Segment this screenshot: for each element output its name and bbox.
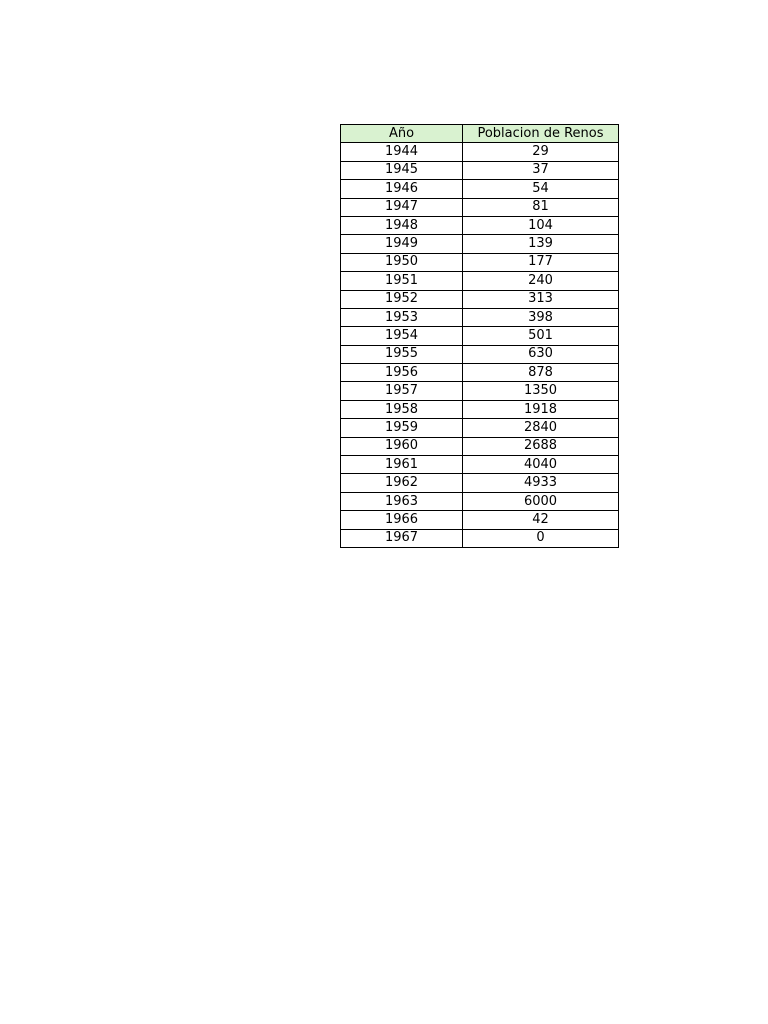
table-row [341, 180, 619, 198]
year-cell: 1963 [341, 492, 463, 510]
population-cell: 1918 [463, 400, 619, 418]
table-row [341, 235, 619, 253]
table-row [341, 511, 619, 529]
population-cell: 29 [463, 143, 619, 161]
population-cell: 54 [463, 180, 619, 198]
population-cell: 177 [463, 253, 619, 271]
year-cell: 1966 [341, 511, 463, 529]
year-cell: 1952 [341, 290, 463, 308]
table-row [341, 400, 619, 418]
table-row [341, 419, 619, 437]
column-header-year: Año [341, 125, 463, 143]
table-row [341, 474, 619, 492]
table-row [341, 456, 619, 474]
year-cell: 1959 [341, 419, 463, 437]
population-cell: 81 [463, 198, 619, 216]
year-cell: 1944 [341, 143, 463, 161]
header-row [341, 125, 619, 143]
population-cell: 139 [463, 235, 619, 253]
population-cell: 240 [463, 272, 619, 290]
population-cell: 878 [463, 364, 619, 382]
data-table [340, 124, 619, 548]
population-cell: 630 [463, 345, 619, 363]
year-cell: 1960 [341, 437, 463, 455]
year-cell: 1945 [341, 161, 463, 179]
table-row [341, 253, 619, 271]
table-row [341, 272, 619, 290]
year-cell: 1962 [341, 474, 463, 492]
year-cell: 1967 [341, 529, 463, 547]
table-row [341, 198, 619, 216]
table-row [341, 437, 619, 455]
population-cell: 1350 [463, 382, 619, 400]
table-row [341, 529, 619, 547]
table-row [341, 492, 619, 510]
table-body [341, 143, 619, 548]
table-row [341, 345, 619, 363]
table-row [341, 327, 619, 345]
population-cell: 2840 [463, 419, 619, 437]
population-cell: 4933 [463, 474, 619, 492]
table-row [341, 308, 619, 326]
population-cell: 42 [463, 511, 619, 529]
table-row [341, 382, 619, 400]
year-cell: 1956 [341, 364, 463, 382]
column-header-population: Poblacion de Renos [463, 125, 619, 143]
year-cell: 1955 [341, 345, 463, 363]
population-cell: 0 [463, 529, 619, 547]
year-cell: 1958 [341, 400, 463, 418]
population-cell: 104 [463, 216, 619, 234]
table-row [341, 143, 619, 161]
population-cell: 398 [463, 308, 619, 326]
year-cell: 1954 [341, 327, 463, 345]
table-row [341, 290, 619, 308]
table-row [341, 161, 619, 179]
table-row [341, 364, 619, 382]
population-cell: 501 [463, 327, 619, 345]
population-cell: 2688 [463, 437, 619, 455]
population-cell: 6000 [463, 492, 619, 510]
year-cell: 1957 [341, 382, 463, 400]
year-cell: 1949 [341, 235, 463, 253]
year-cell: 1961 [341, 456, 463, 474]
year-cell: 1951 [341, 272, 463, 290]
year-cell: 1950 [341, 253, 463, 271]
table-header [341, 125, 619, 143]
population-cell: 313 [463, 290, 619, 308]
population-cell: 4040 [463, 456, 619, 474]
year-cell: 1953 [341, 308, 463, 326]
population-cell: 37 [463, 161, 619, 179]
table-row [341, 216, 619, 234]
year-cell: 1948 [341, 216, 463, 234]
year-cell: 1946 [341, 180, 463, 198]
year-cell: 1947 [341, 198, 463, 216]
